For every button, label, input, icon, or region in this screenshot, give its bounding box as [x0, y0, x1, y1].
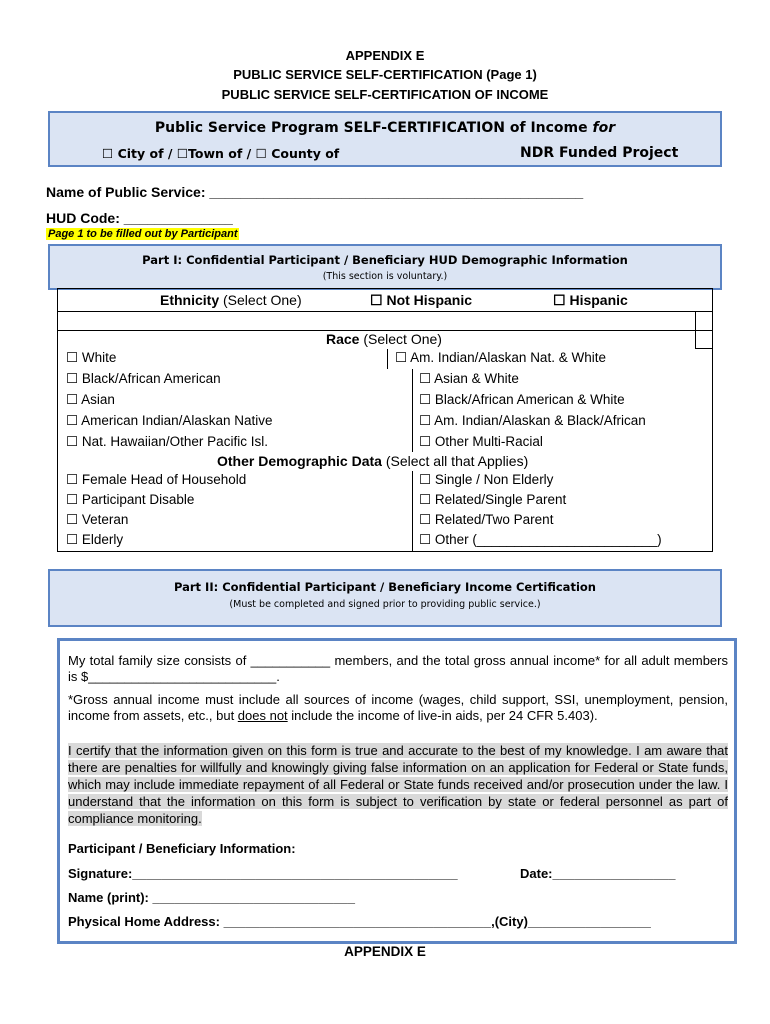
divider — [695, 330, 713, 349]
hud-code-label: HUD Code: — [46, 210, 124, 226]
checkbox[interactable] — [419, 472, 431, 487]
appendix-heading: APPENDIX E — [345, 48, 425, 63]
part2-subtitle: (Must be completed and signed prior to providing public service.) — [229, 599, 541, 610]
county-label: County of — [271, 146, 340, 161]
checkbox[interactable] — [66, 472, 78, 487]
checkbox[interactable] — [66, 371, 78, 386]
part1-box — [48, 244, 722, 290]
address-field[interactable] — [68, 914, 651, 929]
race-option[interactable]: ☐ White — [66, 350, 116, 366]
income-certification-box — [57, 638, 737, 944]
part1-title: Part I: Confidential Participant / Beneficiary HUD Demographic Information — [142, 253, 628, 267]
demo-option-other[interactable]: ☐ Other (________________________) — [419, 532, 662, 548]
municipality-options — [102, 146, 339, 161]
participant-info-heading: Participant / Beneficiary Information: — [68, 841, 296, 856]
signature-label: Signature: — [68, 866, 133, 881]
race-heading: Race (Select One) — [326, 331, 442, 347]
demo-option[interactable]: ☐ Related/Single Parent — [419, 492, 566, 508]
race-option[interactable]: ☐ American Indian/Alaskan Native — [66, 413, 272, 429]
demo-option[interactable]: ☐ Veteran — [66, 512, 128, 528]
name-print-field[interactable] — [68, 890, 355, 905]
address-line[interactable]: _____________________________________,(City)_________________ — [223, 914, 651, 929]
checkbox[interactable] — [419, 492, 431, 507]
checkbox-county[interactable] — [256, 146, 267, 161]
demo-option[interactable]: ☐ Participant Disable — [66, 492, 194, 508]
checkbox[interactable] — [419, 532, 431, 547]
checkbox[interactable] — [66, 532, 78, 547]
checkbox-hispanic[interactable] — [553, 292, 566, 308]
program-box — [48, 111, 722, 167]
address-label: Physical Home Address: — [68, 914, 224, 929]
race-option[interactable]: ☐ Asian & White — [419, 371, 519, 387]
checkbox[interactable] — [66, 434, 78, 449]
checkbox-town[interactable] — [177, 146, 188, 161]
checkbox[interactable] — [419, 413, 431, 428]
other-demo-heading: Other Demographic Data (Select all that Applies) — [217, 453, 529, 469]
option-hispanic[interactable]: ☐ Hispanic — [553, 292, 628, 309]
certification-statement: I certify that the information given on this form is true and accurate to the best of my knowledge. I am aware that there are penalties for willfully and knowingly giving false information on an application for Federal or State funds, which may include immediate repayment of all Federal or State funds received and/or prosecution under the law. I understand that the information on this form is subject to verification by state or federal personnel as part of compliance monitoring. — [68, 743, 728, 826]
form-title: PUBLIC SERVICE SELF-CERTIFICATION (Page 1) — [233, 67, 537, 82]
checkbox[interactable] — [419, 371, 431, 386]
divider — [412, 471, 413, 551]
race-option[interactable]: ☐ Asian — [66, 392, 115, 408]
name-print-label: Name (print): — [68, 890, 153, 905]
checkbox[interactable] — [419, 434, 431, 449]
checkbox[interactable] — [66, 413, 78, 428]
gross-income-note: *Gross annual income must include all sources of income (wages, child support, SSI, unemployment, pension, income from assets, etc., but does not include the income of live-in aids, per 24 CFR 5.403). — [68, 692, 728, 723]
race-option[interactable]: ☐ Am. Indian/Alaskan & Black/African — [419, 413, 646, 429]
demo-option[interactable]: ☐ Related/Two Parent — [419, 512, 553, 528]
race-option[interactable]: ☐ Black/African American — [66, 371, 221, 387]
signature-field[interactable] — [68, 866, 458, 881]
service-name-field[interactable] — [46, 184, 583, 200]
checkbox[interactable] — [66, 350, 78, 365]
form-subtitle: PUBLIC SERVICE SELF-CERTIFICATION OF INCOME — [221, 87, 549, 102]
program-box-title: Public Service Program SELF-CERTIFICATION of Income for — [154, 120, 616, 136]
part2-box — [48, 569, 722, 627]
checkbox[interactable] — [66, 512, 78, 527]
demo-option[interactable]: ☐ Elderly — [66, 532, 123, 548]
hud-code-line[interactable]: ______________ — [123, 210, 233, 226]
demo-option[interactable]: ☐ Female Head of Household — [66, 472, 246, 488]
demographic-table — [57, 288, 713, 552]
city-label: City of / — [117, 146, 173, 161]
race-option[interactable]: ☐ Nat. Hawaiian/Other Pacific Isl. — [66, 434, 268, 450]
checkbox-not-hispanic[interactable] — [370, 292, 383, 308]
divider — [58, 311, 712, 312]
checkbox-city[interactable] — [102, 146, 113, 161]
service-name-line[interactable]: ________________________________________________ — [209, 184, 584, 200]
family-size-statement[interactable]: My total family size consists of ___________ members, and the total gross annual income* for all adult members is $__________________________. — [68, 653, 728, 684]
date-line[interactable]: _________________ — [552, 866, 676, 881]
service-name-label: Name of Public Service: — [46, 184, 210, 200]
checkbox[interactable] — [419, 392, 431, 407]
divider — [695, 311, 696, 330]
demo-option[interactable]: ☐ Single / Non Elderly — [419, 472, 553, 488]
checkbox[interactable] — [419, 512, 431, 527]
checkbox[interactable] — [66, 492, 78, 507]
divider — [412, 369, 413, 452]
participant-note: Page 1 to be filled out by Participant — [48, 228, 238, 240]
signature-line[interactable]: _____________________________________________ — [132, 866, 458, 881]
name-print-line[interactable]: ____________________________ — [152, 890, 355, 905]
checkbox[interactable] — [395, 350, 407, 365]
race-option[interactable]: ☐ Am. Indian/Alaskan Nat. & White — [395, 350, 606, 366]
town-label: Town of / — [188, 146, 252, 161]
ethnicity-heading: Ethnicity (Select One) — [160, 292, 302, 308]
hud-code-field[interactable] — [46, 210, 233, 226]
date-label: Date: — [520, 866, 553, 881]
footer-appendix: APPENDIX E — [344, 944, 426, 959]
part1-subtitle: (This section is voluntary.) — [322, 271, 448, 282]
part2-title: Part II: Confidential Participant / Beneficiary Income Certification — [174, 580, 596, 594]
program-box-title-for: for — [592, 120, 616, 136]
race-option[interactable]: ☐ Black/African American & White — [419, 392, 625, 408]
checkbox[interactable] — [66, 392, 78, 407]
date-field[interactable] — [520, 866, 675, 881]
divider — [387, 349, 388, 369]
option-not-hispanic[interactable]: ☐ Not Hispanic — [370, 292, 472, 309]
race-option[interactable]: ☐ Other Multi-Racial — [419, 434, 543, 450]
funding-label: NDR Funded Project — [520, 145, 679, 161]
